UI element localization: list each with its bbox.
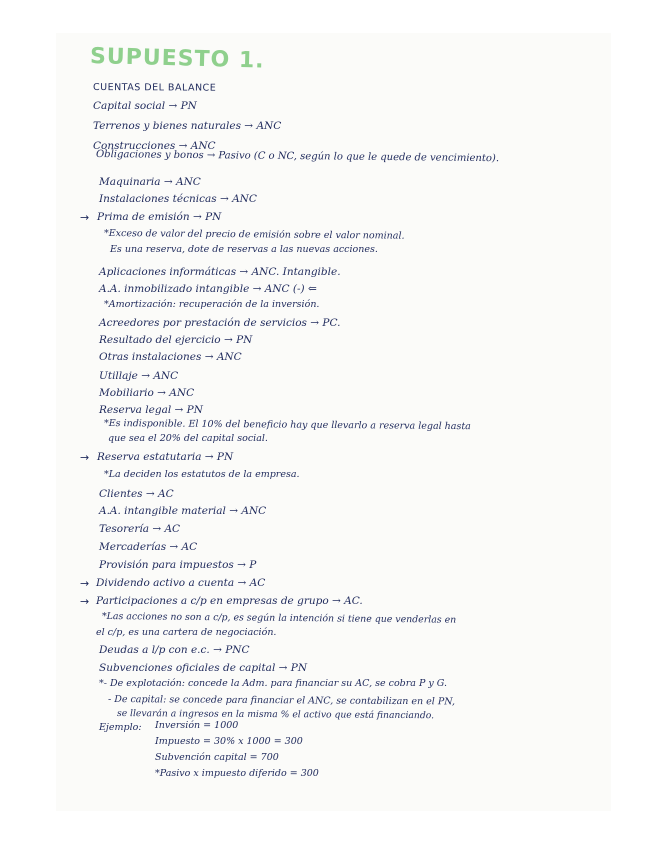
note-line: Subvenciones oficiales de capital → PN <box>99 662 308 674</box>
page-title: SUPUESTO 1. <box>89 44 265 74</box>
note-line: Resultado del ejercicio → PN <box>99 334 253 346</box>
note-line: Provisión para impuestos → P <box>99 559 257 571</box>
note-line: *La deciden los estatutos de la empresa. <box>104 469 300 480</box>
note-line: A.A. intangible material → ANC <box>99 505 267 517</box>
note-line: Participaciones a c/p en empresas de grupo → AC. <box>96 595 363 607</box>
note-line: Construcciones → ANC <box>93 140 216 152</box>
note-line: el c/p, es una cartera de negociación. <box>96 627 277 638</box>
note-line: *- De explotación: concede la Adm. para financiar su AC, se cobra P y G. <box>99 678 448 689</box>
note-line: - De capital: se concede para financiar el ANC, se contabilizan en el PN, <box>107 694 456 708</box>
note-line: *Es indisponible. El 10% del beneficio hay que llevarlo a reserva legal hasta <box>103 418 471 433</box>
note-line: Impuesto = 30% x 1000 = 300 <box>155 736 303 747</box>
note-line: Tesorería → AC <box>99 523 181 535</box>
section-heading: CUENTAS DEL BALANCE <box>92 82 217 94</box>
note-line: Obligaciones y bonos → Pasivo (C o NC, según lo que le quede de vencimiento). <box>95 149 500 165</box>
note-line: A.A. inmobilizado intangible → ANC (-) ⇐ <box>99 283 317 295</box>
note-line: Aplicaciones informáticas → ANC. Intangible. <box>99 266 341 278</box>
note-line: Capital social → PN <box>93 100 197 112</box>
margin-arrow: → <box>80 595 90 608</box>
note-line: Prima de emisión → PN <box>97 211 222 223</box>
note-line: *Exceso de valor del precio de emisión sobre el valor nominal. <box>103 228 405 242</box>
note-line: Terrenos y bienes naturales → ANC <box>93 120 282 132</box>
note-line: *Amortización: recuperación de la inversión. <box>104 299 320 310</box>
note-line: *Las acciones no son a c/p, es según la intención si tiene que venderlas en <box>101 611 457 626</box>
note-line: Maquinaria → ANC <box>99 176 201 188</box>
note-line: Utillaje → ANC <box>99 370 179 382</box>
margin-arrow: → <box>80 451 90 464</box>
note-line: Mercaderías → AC <box>99 541 198 553</box>
note-line: Clientes → AC <box>99 488 174 500</box>
note-line: Deudas a l/p con e.c. → PNC <box>99 644 250 656</box>
note-line: Mobiliario → ANC <box>99 387 195 399</box>
note-line: se llevarán a ingresos en la misma % el activo que está financiando. <box>116 708 435 722</box>
note-line: Otras instalaciones → ANC <box>99 351 242 363</box>
note-line: Instalaciones técnicas → ANC <box>99 193 257 205</box>
note-line: Es una reserva, dote de reservas a las nuevas acciones. <box>110 244 378 255</box>
note-line: Dividendo activo a cuenta → AC <box>96 577 266 589</box>
note-line: Reserva legal → PN <box>99 404 203 416</box>
note-line: Subvención capital = 700 <box>155 752 279 763</box>
note-line: *Pasivo x impuesto diferido = 300 <box>155 768 319 779</box>
note-line: Inversión = 1000 <box>155 720 239 731</box>
note-line: Reserva estatutaria → PN <box>97 451 234 463</box>
note-line: que sea el 20% del capital social. <box>108 433 268 444</box>
note-line: Acreedores por prestación de servicios → PC. <box>99 317 341 329</box>
margin-arrow: → <box>80 211 90 224</box>
margin-arrow: → <box>80 577 90 590</box>
example-label: Ejemplo: <box>99 722 142 733</box>
